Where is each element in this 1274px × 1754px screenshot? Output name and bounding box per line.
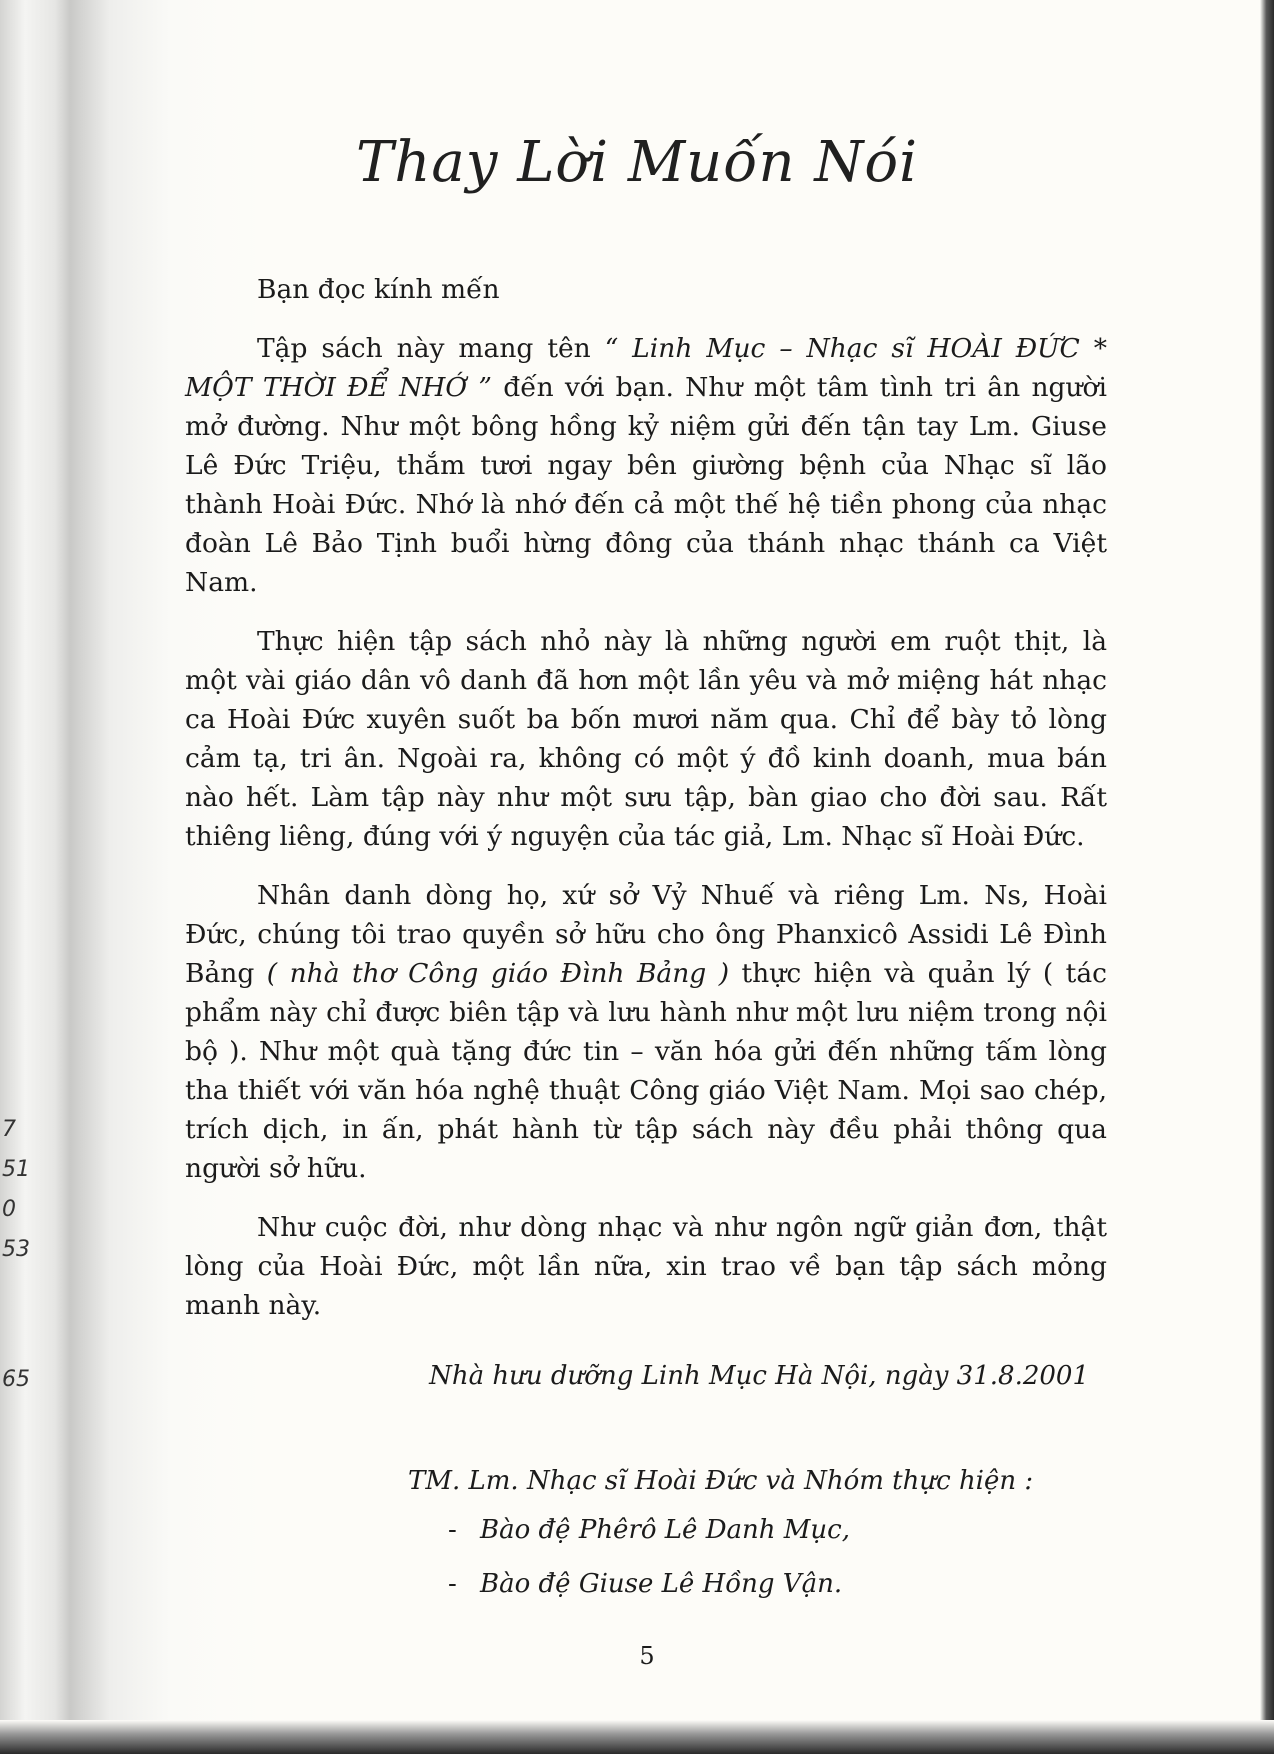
p3-pre: Nhân danh dòng họ, xứ sở Vỷ Nhuế và riêng Lm. Ns, Hoài Đức, chúng tôi trao quyền sở hữu cho ông Phanxicô Assidi Lê Đình Bảng <box>185 880 1107 989</box>
p3-italic: ( nhà thơ Công giáo Đình Bảng ) <box>266 958 730 989</box>
scan-right-edge <box>1260 0 1274 1754</box>
p3-post: thực hiện và quản lý ( tác phẩm này chỉ được biên tập và lưu hành như một lưu niệm trong nội bộ ). Như một quà tặng đức tin – văn hóa gửi đến những tấm lòng tha thiết với văn hóa nghệ thuật Công giáo Việt Nam. Mọi sao chép, trích dịch, in ấn, phát hành từ tập sách này đều phải thông qua người sở hữu. <box>185 958 1107 1184</box>
page-title: Thay Lời Muốn Nói <box>355 130 918 195</box>
left-fragment: 0 <box>2 1197 16 1222</box>
left-fragment: 65 <box>2 1367 30 1392</box>
p1-post: đến với bạn. Như một tâm tình tri ân người mở đường. Như một bông hồng kỷ niệm gửi đến tận tay Lm. Giuse Lê Đức Triệu, thắm tươi ngay bên giường bệnh của Nhạc sĩ lão thành Hoài Đức. Nhớ là nhớ đến cả một thế hệ tiền phong của nhạc đoàn Lê Bảo Tịnh buổi hừng đông của thánh nhạc thánh ca Việt Nam. <box>185 372 1107 598</box>
paragraph-1 <box>185 329 1107 602</box>
book-title: “ Linh Mục – Nhạc sĩ HOÀI ĐỨC * MỘT THỜI ĐỂ NHỚ ” <box>185 333 1107 403</box>
body-text <box>185 270 1107 1325</box>
p1-pre: Tập sách này mang tên <box>257 333 591 364</box>
paragraph-4: Như cuộc đời, như dòng nhạc và như ngôn ngữ giản đơn, thật lòng của Hoài Đức, một lần nữa, xin trao về bạn tập sách mỏng manh này. <box>185 1212 1107 1321</box>
scan-bottom-edge <box>0 1720 1274 1754</box>
paragraph-2: Thực hiện tập sách nhỏ này là những người em ruột thịt, là một vài giáo dân vô danh đã hơn một lần yêu và mở miệng hát nhạc ca Hoài Đức xuyên suốt ba bốn mươi năm qua. Chỉ để bày tỏ lòng cảm tạ, tri ân. Ngoài ra, không có một ý đồ kinh doanh, mua bán nào hết. Làm tập này như một sưu tập, bàn giao cho đời sau. Rất thiêng liêng, đúng với ý nguyện của tác giả, Lm. Nhạc sĩ Hoài Đức. <box>185 626 1107 852</box>
signature-member: - Bào đệ Giuse Lê Hồng Vận. <box>480 1569 842 1599</box>
left-fragment: 53 <box>2 1237 30 1262</box>
signature-member: - Bào đệ Phêrô Lê Danh Mục, <box>480 1515 850 1545</box>
page-number: 5 <box>639 1642 655 1670</box>
signature-org: TM. Lm. Nhạc sĩ Hoài Đức và Nhóm thực hiện : <box>408 1466 1034 1496</box>
place-date: Nhà hưu dưỡng Linh Mục Hà Nội, ngày 31.8.2001 <box>429 1361 1089 1391</box>
left-page-fragments <box>0 1110 50 1400</box>
paragraph-3 <box>185 876 1107 1188</box>
left-fragment: 7 <box>2 1117 16 1142</box>
left-fragment: 51 <box>2 1157 30 1182</box>
greeting: Bạn đọc kính mến <box>257 274 500 305</box>
